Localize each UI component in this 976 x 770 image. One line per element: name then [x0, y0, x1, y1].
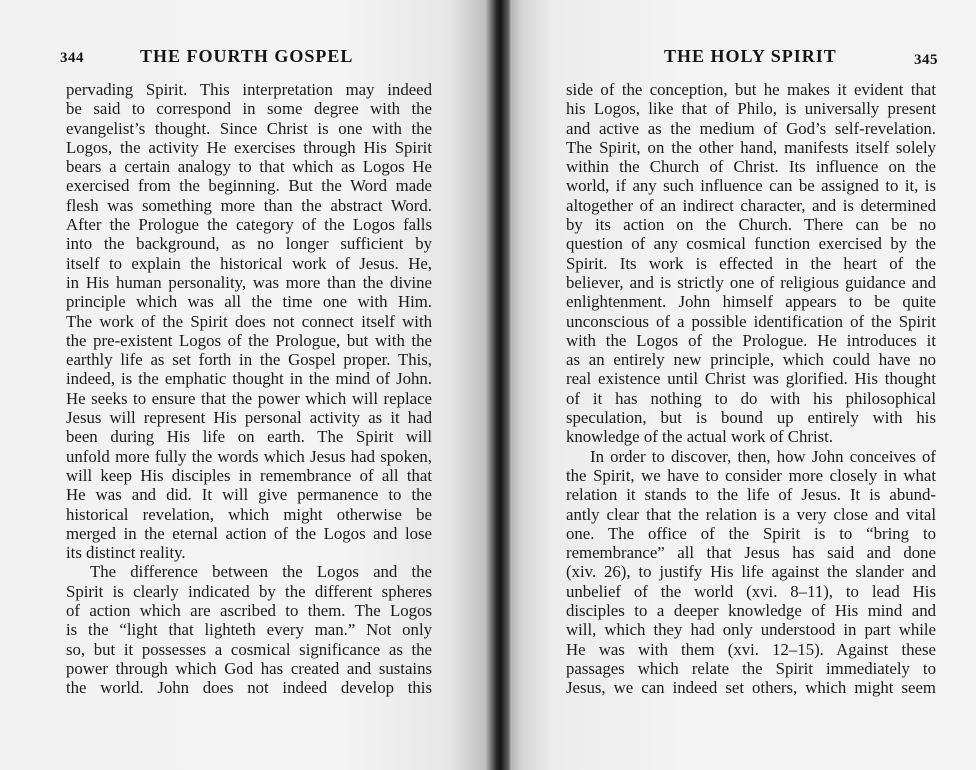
text-line: with the Logos of the Prologue. He introduces it — [566, 330, 936, 350]
text-line: question of any cosmical function exercised by the — [566, 234, 936, 254]
text-line: will, which they had only understood in part while — [566, 620, 936, 640]
text-line: the Spirit, we have to consider more closely in what — [566, 465, 936, 485]
text-line: historical revelation, which might otherwise be — [66, 504, 432, 524]
text-line: relation it stands to the life of Jesus. It is abund- — [566, 485, 936, 505]
text-line: He was and did. It will give permanence to the — [66, 485, 432, 505]
text-line: side of the conception, but he makes it evident that — [566, 80, 936, 99]
text-line: Logos, the activity He exercises through His Spirit — [66, 137, 432, 157]
text-line: in His human personality, was more than the divine — [66, 272, 432, 292]
right-page — [488, 0, 976, 770]
text-line: speculation, but is bound up entirely with his — [566, 408, 936, 428]
text-line: pervading Spirit. This interpretation may indeed — [66, 80, 432, 99]
text-line: unbelief of the world (xvi. 8–11), to lead His — [566, 581, 936, 601]
text-line: one. The office of the Spirit is to “bring to — [566, 523, 936, 543]
text-line: by its action on the Church. There can be no — [566, 215, 936, 235]
body-text — [66, 80, 432, 698]
text-line: exercised from the beginning. But the Word made — [66, 176, 432, 196]
text-line: flesh was something more than the abstract Word. — [66, 195, 432, 215]
text-line: unconscious of a possible identification of the Spirit — [566, 311, 936, 331]
text-line: world, if any such influence can be assigned to it, is — [566, 176, 936, 196]
text-line: antly clear that the relation is a very close and vital — [566, 504, 936, 524]
body-text — [566, 80, 936, 698]
left-page-header — [60, 46, 436, 72]
text-line: be said to correspond in some degree with the — [66, 99, 432, 119]
book-gutter — [486, 0, 512, 770]
right-page-header — [566, 46, 938, 72]
text-line: He seeks to ensure that the power which will replace — [66, 388, 432, 408]
text-line: its distinct reality. — [66, 543, 186, 563]
text-line: (xiv. 26), to justify His life against the slander and — [566, 562, 936, 582]
text-line: so, but it possesses a cosmical significance as the — [66, 639, 432, 659]
text-line: The Spirit, on the other hand, manifests itself solely — [566, 137, 936, 157]
text-line: merged in the eternal action of the Logos and lose — [66, 523, 432, 543]
text-line: believer, and is strictly one of religious guidance and — [566, 272, 936, 292]
text-line: been during His life on earth. The Spirit will — [66, 427, 432, 447]
text-line: of action which are ascribed to them. The Logos — [66, 601, 432, 621]
text-line: within the Church of Christ. Its influence on the — [566, 157, 936, 177]
text-line: altogether of an indirect character, and is determined — [566, 195, 936, 215]
running-head: THE HOLY SPIRIT — [664, 46, 837, 66]
text-line: into the background, as no longer sufficient by — [66, 234, 432, 254]
text-line: principle which was all the time one with Him. — [66, 292, 432, 312]
text-line: disciples to a deeper knowledge of His mind and — [566, 601, 936, 621]
text-line: indeed, is the emphatic thought in the mind of John. — [66, 369, 432, 389]
text-line: Spirit is clearly indicated by the different spheres — [66, 581, 432, 601]
text-line: the pre-existent Logos of the Prologue, but with the — [66, 330, 432, 350]
text-line: enlightenment. John himself appears to be quite — [566, 292, 936, 312]
text-line: is the “light that lighteth every man.” Not only — [66, 620, 432, 640]
text-line: itself to explain the historical work of Jesus. He, — [66, 253, 432, 273]
text-line: as an entirely new principle, which could have no — [566, 350, 936, 370]
text-line: of it has nothing to do with his philosophical — [566, 388, 936, 408]
text-line: real existence until Christ was glorified. His thought — [566, 369, 936, 389]
text-line: The difference between the Logos and the — [90, 562, 432, 582]
text-line: the world. John does not indeed develop this — [66, 678, 432, 698]
text-line: Spirit. Its work is effected in the heart of the — [566, 253, 936, 273]
text-line: Jesus will represent His personal activity as it had — [66, 408, 432, 428]
text-line: passages which relate the Spirit immediately to — [566, 658, 936, 678]
text-line: his Logos, like that of Philo, is universally present — [566, 99, 936, 119]
text-line: unfold more fully the words which Jesus had spoken, — [66, 446, 432, 466]
text-line: The work of the Spirit does not connect itself with — [66, 311, 432, 331]
text-line: remembrance” all that Jesus has said and done — [566, 543, 936, 563]
text-line: evangelist’s thought. Since Christ is one with the — [66, 118, 432, 138]
text-line: bears a certain analogy to that which as Logos He — [66, 157, 432, 177]
text-line: earthly life as set forth in the Gospel proper. This, — [66, 350, 432, 370]
text-line: After the Prologue the category of the Logos falls — [66, 215, 432, 235]
text-line: and active as the medium of God’s self-revelation. — [566, 118, 936, 138]
page-number: 345 — [914, 52, 938, 68]
text-line: In order to discover, then, how John conceives of — [590, 446, 936, 466]
text-line: Jesus, we can indeed set others, which might seem — [566, 678, 936, 698]
text-line: power through which God has created and sustains — [66, 658, 432, 678]
text-line: will keep His disciples in remembrance of all that — [66, 465, 432, 485]
page-number: 344 — [60, 50, 84, 66]
text-line: He was with them (xvi. 12–15). Against these — [566, 639, 936, 659]
text-line: knowledge of the actual work of Christ. — [566, 427, 834, 447]
running-head: THE FOURTH GOSPEL — [140, 46, 354, 66]
